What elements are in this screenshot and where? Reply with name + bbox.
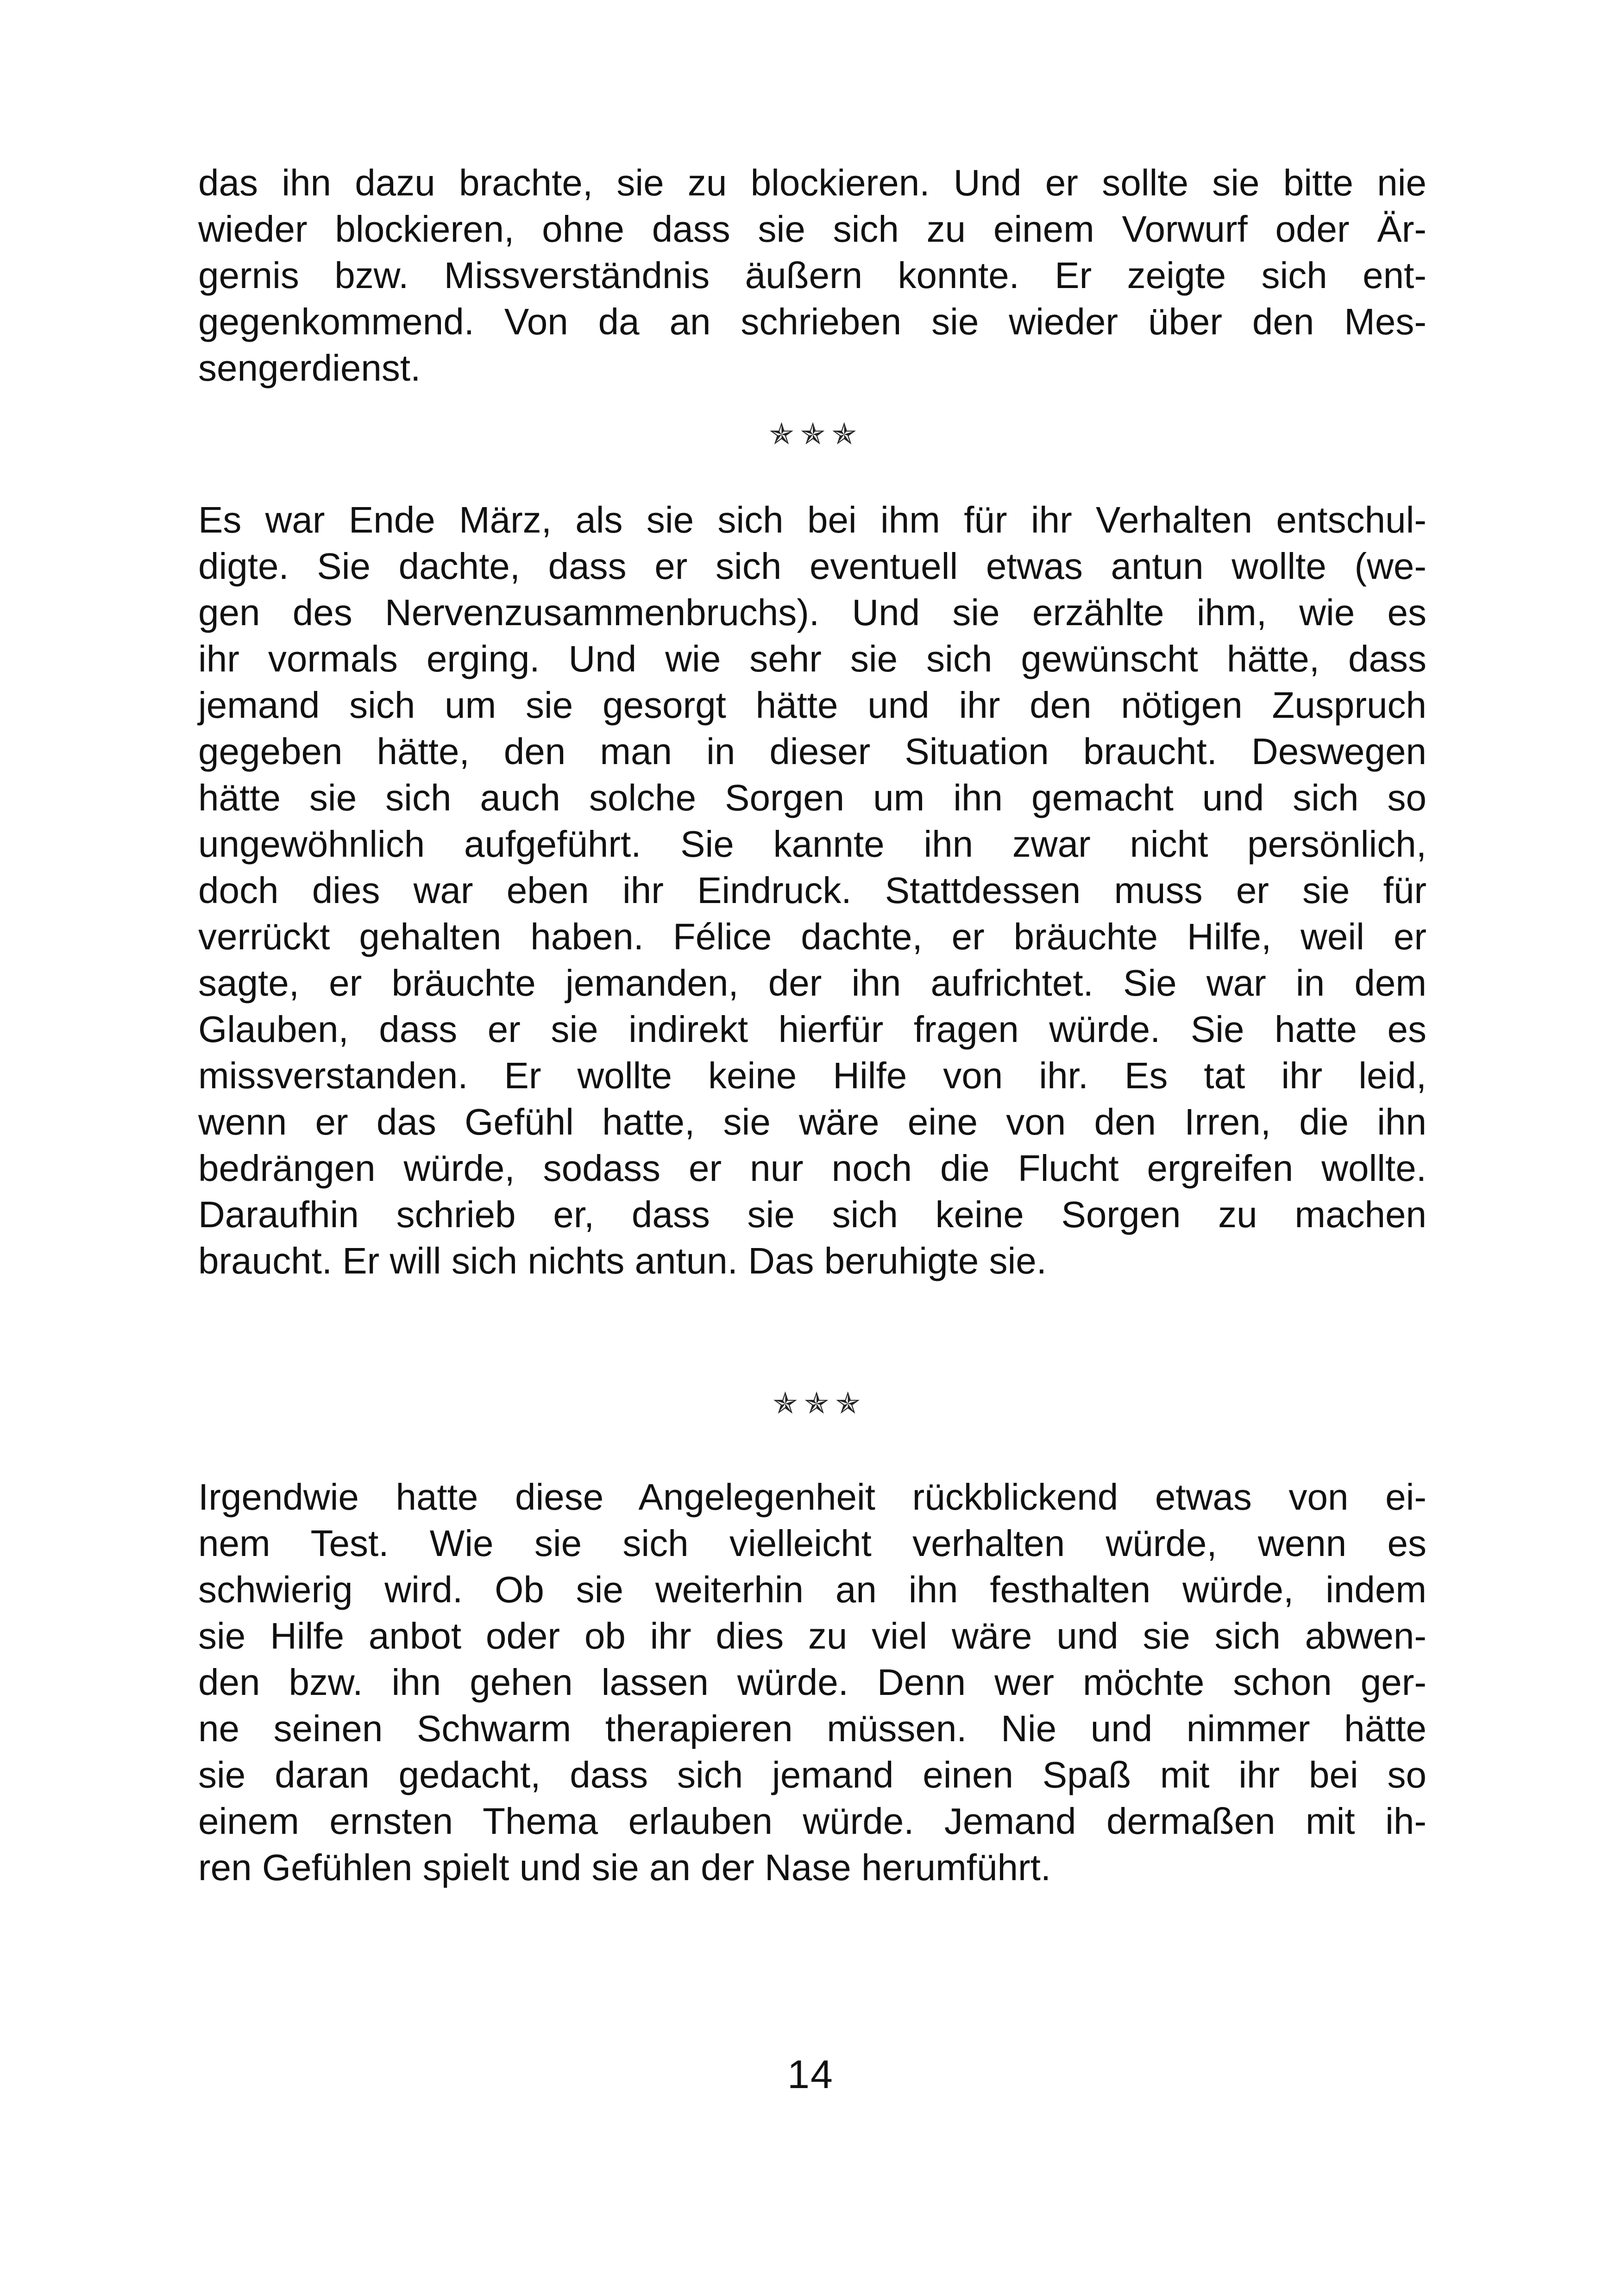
paragraph-line: Daraufhin schrieb er, dass sie sich keine Sorgen zu machen [198, 1194, 1426, 1235]
paragraph-line: wenn er das Gefühl hatte, sie wäre eine von den Irren, die ihn [198, 1101, 1426, 1142]
paragraph-line: jemand sich um sie gesorgt hätte und ihr den nötigen Zuspruch [198, 684, 1426, 726]
section-separator: ✯✯✯ [773, 1386, 867, 1420]
paragraph-line: wieder blockieren, ohne dass sie sich zu einem Vorwurf oder Är- [198, 208, 1426, 250]
paragraph-line: sengerdienst. [198, 347, 421, 389]
paragraph-line: verrückt gehalten haben. Félice dachte, er bräuchte Hilfe, weil er [198, 916, 1426, 957]
paragraph-line: gernis bzw. Missverständnis äußern konnte. Er zeigte sich ent- [198, 255, 1426, 296]
paragraph-line: sie daran gedacht, dass sich jemand einen Spaß mit ihr bei so [198, 1754, 1426, 1795]
paragraph-line: sie Hilfe anbot oder ob ihr dies zu viel wäre und sie sich abwen- [198, 1615, 1426, 1656]
paragraph-line: gen des Nervenzusammenbruchs). Und sie erzählte ihm, wie es [198, 592, 1426, 633]
page-number: 14 [787, 2052, 834, 2097]
paragraph-line: das ihn dazu brachte, sie zu blockieren. Und er sollte sie bitte nie [198, 162, 1426, 203]
paragraph-line: missverstanden. Er wollte keine Hilfe von ihr. Es tat ihr leid, [198, 1055, 1426, 1096]
paragraph-line: einem ernsten Thema erlauben würde. Jemand dermaßen mit ih- [198, 1800, 1426, 1842]
paragraph-3 [198, 1474, 1426, 1891]
paragraph-line: nem Test. Wie sie sich vielleicht verhalten würde, wenn es [198, 1523, 1426, 1564]
paragraph-1 [198, 160, 1426, 391]
section-separator: ✯✯✯ [769, 417, 863, 451]
paragraph-line: gegenkommend. Von da an schrieben sie wieder über den Mes- [198, 301, 1426, 342]
paragraph-line: ungewöhnlich aufgeführt. Sie kannte ihn zwar nicht persönlich, [198, 823, 1426, 865]
paragraph-line: hätte sie sich auch solche Sorgen um ihn gemacht und sich so [198, 777, 1426, 818]
paragraph-line: Glauben, dass er sie indirekt hierfür fragen würde. Sie hatte es [198, 1009, 1426, 1050]
paragraph-line: Irgendwie hatte diese Angelegenheit rückblickend etwas von ei- [198, 1476, 1426, 1518]
paragraph-line: ihr vormals erging. Und wie sehr sie sich gewünscht hätte, dass [198, 638, 1426, 679]
paragraph-2 [198, 497, 1426, 1284]
paragraph-line: ne seinen Schwarm therapieren müssen. Nie und nimmer hätte [198, 1708, 1426, 1749]
paragraph-line: ren Gefühlen spielt und sie an der Nase herumführt. [198, 1847, 1051, 1888]
paragraph-line: schwierig wird. Ob sie weiterhin an ihn festhalten würde, indem [198, 1569, 1426, 1610]
paragraph-line: braucht. Er will sich nichts antun. Das beruhigte sie. [198, 1240, 1047, 1281]
paragraph-line: Es war Ende März, als sie sich bei ihm für ihr Verhalten entschul- [198, 499, 1426, 540]
paragraph-line: doch dies war eben ihr Eindruck. Stattdessen muss er sie für [198, 870, 1426, 911]
paragraph-line: sagte, er bräuchte jemanden, der ihn aufrichtet. Sie war in dem [198, 962, 1426, 1004]
paragraph-line: gegeben hätte, den man in dieser Situation braucht. Deswegen [198, 731, 1426, 772]
paragraph-line: bedrängen würde, sodass er nur noch die Flucht ergreifen wollte. [198, 1148, 1426, 1189]
paragraph-line: den bzw. ihn gehen lassen würde. Denn wer möchte schon ger- [198, 1662, 1426, 1703]
paragraph-line: digte. Sie dachte, dass er sich eventuell etwas antun wollte (we- [198, 546, 1426, 587]
